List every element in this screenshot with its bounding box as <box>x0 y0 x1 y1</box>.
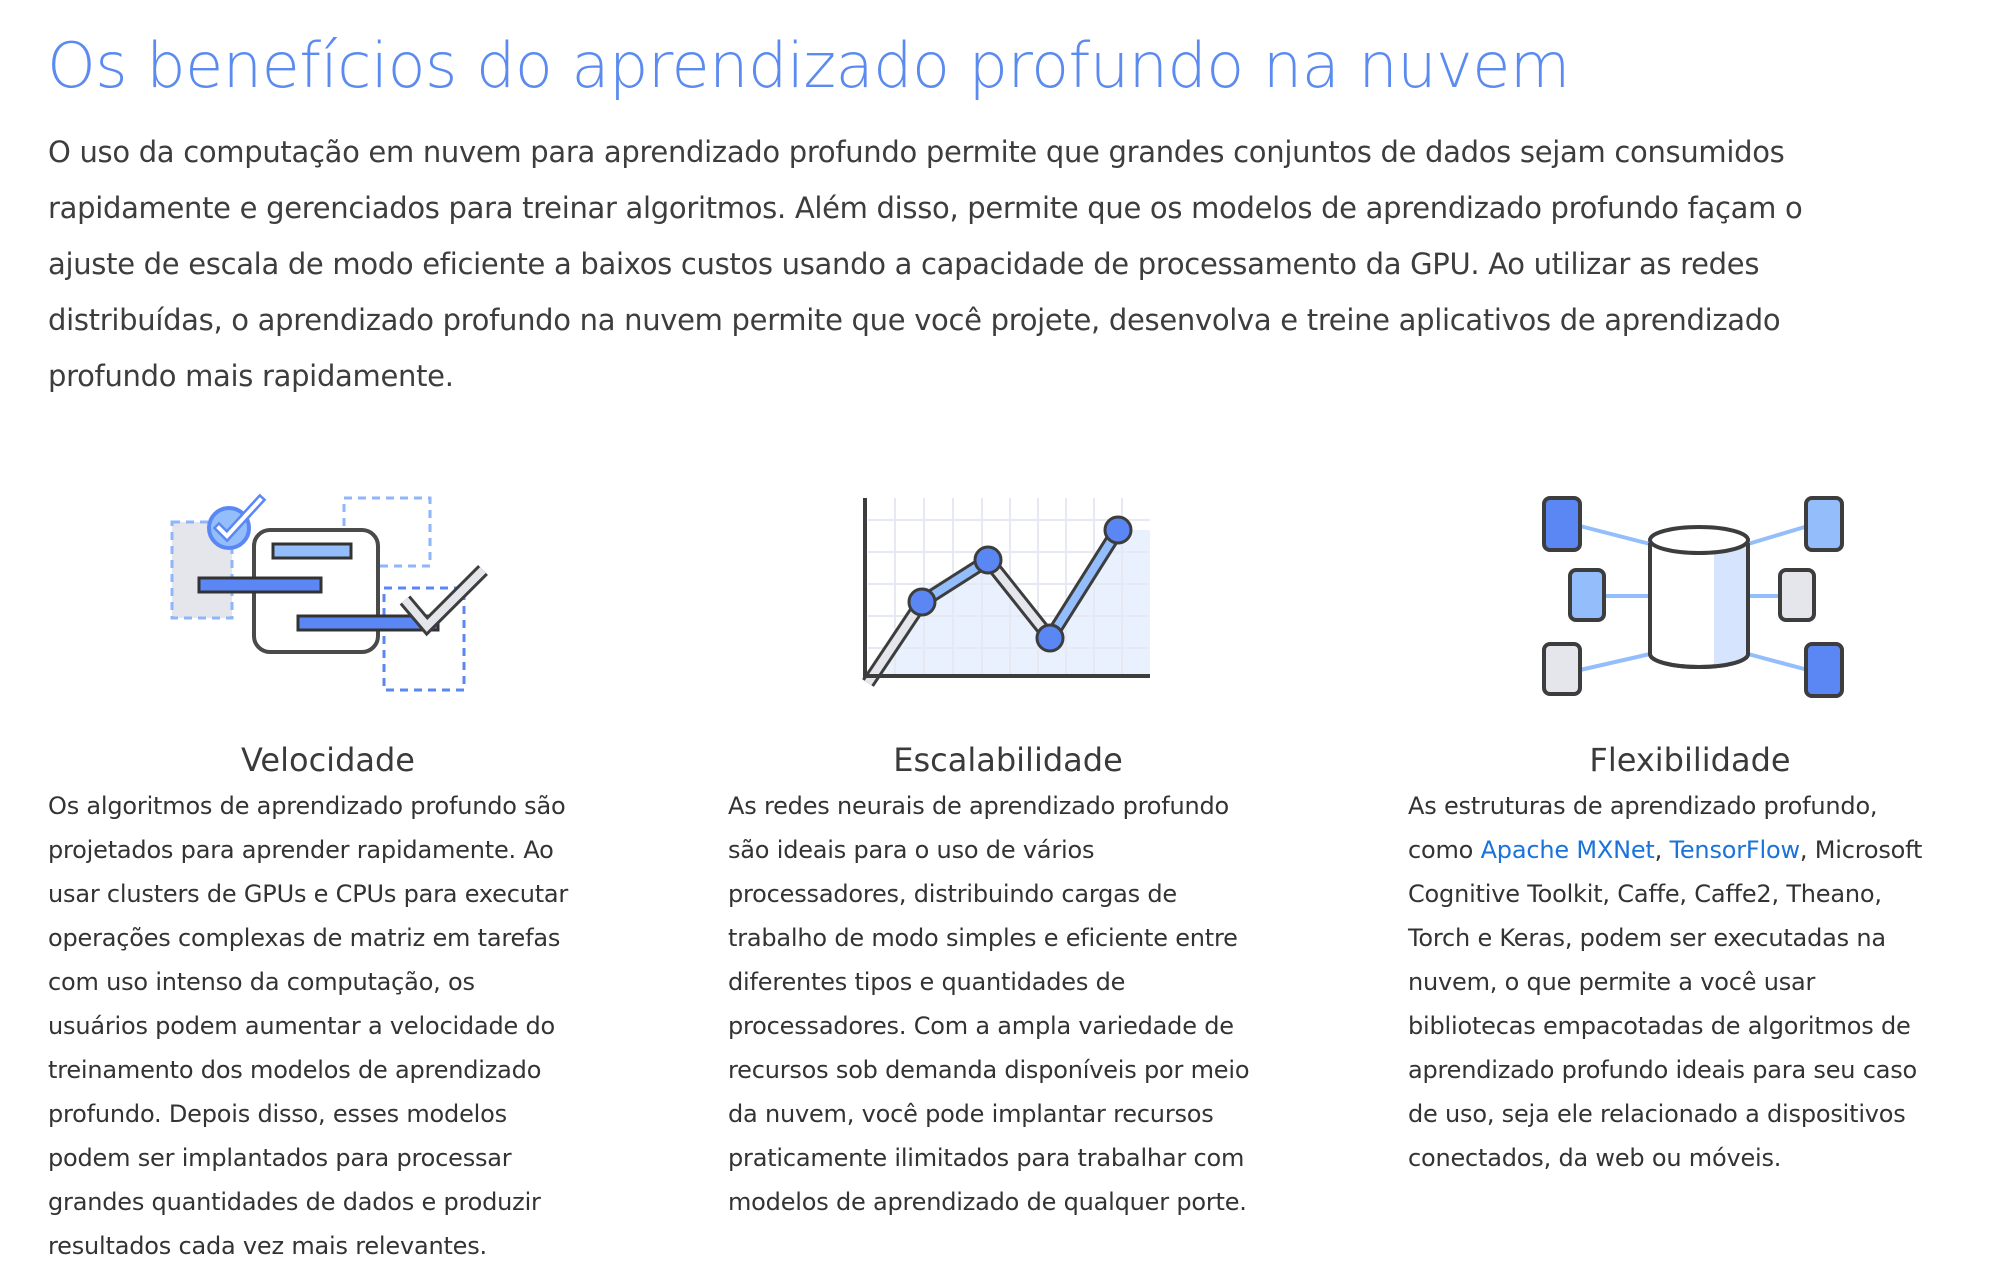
intro-line: profundo mais rapidamente. <box>48 359 454 393</box>
text-line: usuários podem aumentar a velocidade do <box>48 1012 556 1040</box>
text-line: nuvem, o que permite a você usar <box>1408 968 1816 996</box>
heading-escalabilidade: Escalabilidade <box>893 741 1123 779</box>
apache-mxnet-link[interactable]: Apache MXNet <box>1480 836 1655 864</box>
text-line: Torch e Keras, podem ser executadas na <box>1408 924 1886 952</box>
tensorflow-link[interactable]: TensorFlow <box>1669 836 1800 864</box>
growth-line-chart-icon <box>860 490 1160 690</box>
text-fragment: como <box>1408 836 1481 864</box>
text-line: projetados para aprender rapidamente. Ao <box>48 836 554 864</box>
text-line: As estruturas de aprendizado profundo, <box>1408 792 1878 820</box>
text-line: da nuvem, você pode implantar recursos <box>728 1100 1214 1128</box>
text-fragment: , <box>1654 836 1670 864</box>
text-line: conectados, da web ou móveis. <box>1408 1144 1782 1172</box>
intro-line: distribuídas, o aprendizado profundo na nuvem permite que você projete, desenvolva e treine aplicativos de aprendizado <box>48 303 1781 337</box>
text-line: profundo. Depois disso, esses modelos <box>48 1100 507 1128</box>
velocidade-description <box>48 784 568 1268</box>
text-line: com uso intenso da computação, os <box>48 968 475 996</box>
text-line: operações complexas de matriz em tarefas <box>48 924 561 952</box>
text-line: grandes quantidades de dados e produzir <box>48 1188 541 1216</box>
heading-velocidade: Velocidade <box>241 741 415 779</box>
text-line: modelos de aprendizado de qualquer porte. <box>728 1188 1247 1216</box>
page-title: Os benefícios do aprendizado profundo na nuvem <box>47 29 1570 102</box>
text-line: processadores. Com a ampla variedade de <box>728 1012 1234 1040</box>
heading-flexibilidade: Flexibilidade <box>1589 741 1791 779</box>
text-fragment: , Microsoft <box>1799 836 1923 864</box>
text-line: Cognitive Toolkit, Caffe, Caffe2, Theano, <box>1408 880 1882 908</box>
intro-paragraph <box>48 124 1988 404</box>
text-line: praticamente ilimitados para trabalhar com <box>728 1144 1245 1172</box>
text-line: aprendizado profundo ideais para seu caso <box>1408 1056 1918 1084</box>
text-line: resultados cada vez mais relevantes. <box>48 1232 487 1260</box>
text-line: são ideais para o uso de vários <box>728 836 1095 864</box>
text-line: treinamento dos modelos de aprendizado <box>48 1056 542 1084</box>
database-network-icon <box>1540 488 1850 698</box>
speed-checklist-icon <box>165 488 495 698</box>
flexibilidade-description <box>1408 784 1922 1180</box>
intro-line: rapidamente e gerenciados para treinar algoritmos. Além disso, permite que os modelos de aprendizado profundo façam o <box>48 191 1803 225</box>
text-line: As redes neurais de aprendizado profundo <box>728 792 1230 820</box>
text-line: podem ser implantados para processar <box>48 1144 512 1172</box>
text-line: bibliotecas empacotadas de algoritmos de <box>1408 1012 1911 1040</box>
text-line-with-links <box>1408 828 1922 872</box>
escalabilidade-description <box>728 784 1249 1224</box>
text-line: usar clusters de GPUs e CPUs para executar <box>48 880 569 908</box>
intro-line: ajuste de escala de modo eficiente a baixos custos usando a capacidade de processamento da GPU. Ao utilizar as redes <box>48 247 1760 281</box>
text-line: de uso, seja ele relacionado a dispositivos <box>1408 1100 1906 1128</box>
text-line: processadores, distribuindo cargas de <box>728 880 1177 908</box>
text-line: diferentes tipos e quantidades de <box>728 968 1126 996</box>
text-line: trabalho de modo simples e eficiente entre <box>728 924 1238 952</box>
text-line: Os algoritmos de aprendizado profundo são <box>48 792 566 820</box>
intro-line: O uso da computação em nuvem para aprendizado profundo permite que grandes conjuntos de dados sejam consumidos <box>48 135 1785 169</box>
text-line: recursos sob demanda disponíveis por meio <box>728 1056 1250 1084</box>
